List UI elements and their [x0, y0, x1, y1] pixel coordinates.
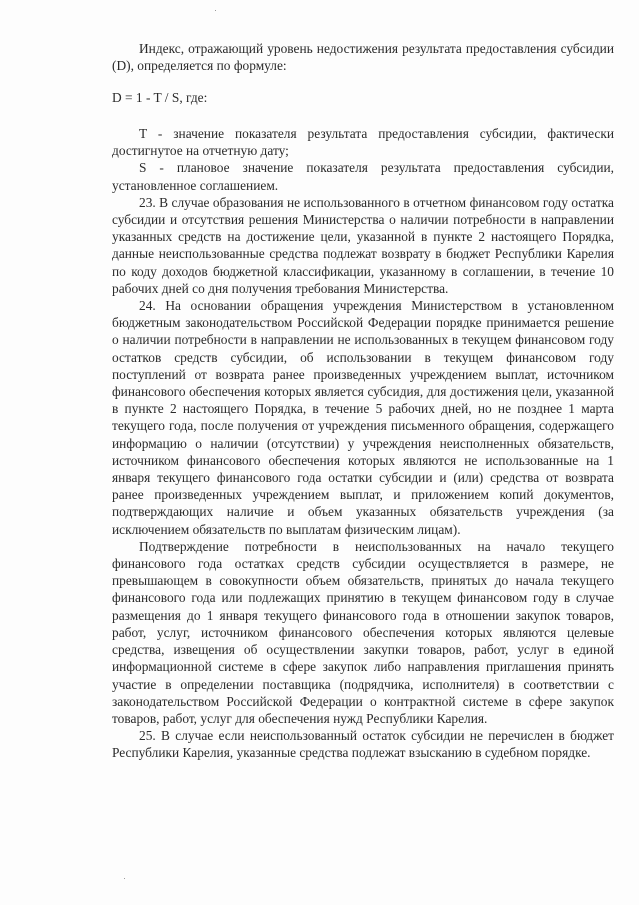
scan-speck [215, 10, 216, 11]
s-definition: S - плановое значение показателя результата предоставления субсидии, установленное соглашением. [112, 160, 614, 193]
clause-24: 24. На основании обращения учреждения Министерством в установленном бюджетным законодательством Российской Федерации порядке принимается решение о наличии потребности в направлении не использованных в текущем финансовом году остатков средств субсидии, об использовании в текущем финансовом году поступлений от возврата ранее произведенных учреждением выплат, источником финансового обеспечения которых является субсидия, для достижения цели, указанной в пункте 2 настоящего Порядка, в течение 5 рабочих дней, но не позднее 1 марта текущего года, после получения от учреждения письменного обращения, содержащего информацию о наличии (отсутствии) у учреждения неисполненных обязательств, источником финансового обеспечения которых являются не использованные на 1 января текущего финансового года остатки субсидии и (или) средства от возврата ранее произведенных учреждением выплат, и приложением копий документов, подтверждающих наличие и объем указанных обязательств учреждения (за исключением обязательств по выплатам физическим лицам). [112, 298, 614, 537]
t-definition: T - значение показателя результата предоставления субсидии, фактически достигнутое на отчетную дату; [112, 126, 614, 159]
intro-block [112, 40, 614, 74]
intro-paragraph: Индекс, отражающий уровень недостижения результата предоставления субсидии (D), определяется по формуле: [112, 41, 614, 74]
clause-23: 23. В случае образования не использованного в отчетном финансовом году остатка субсидии и отсутствия решения Министерства о наличии потребности в направлении указанных средств на достижение цели, указанной в пункте 2 настоящего Порядка, данные неиспользованные средства подлежат возврату в бюджет Республики Карелия по коду доходов бюджетной классификации, указанному в соглашении, в течение 10 рабочих дней со дня получения требования Министерства. [112, 194, 614, 296]
confirmation-paragraph: Подтверждение потребности в неиспользованных на начало текущего финансового года остатках средств субсидии осуществляется в размере, не превышающем в совокупности объем обязательств, принятых до начала текущего финансового года или подлежащих принятию в текущем финансовом году в случае размещения до 1 января текущего финансового года в отношении закупок товаров, работ, услуг, источником финансового обеспечения которых являются целевые средства, извещения об осуществлении закупки товаров, работ, услуг в единой информационной системе в сфере закупок либо направления приглашения принять участие в определении поставщика (подрядчика, исполнителя) в соответствии с законодательством Российской Федерации о контрактной системе в сфере закупок товаров, работ, услуг для обеспечения нужд Республики Карелия. [112, 538, 614, 726]
formula: D = 1 - T / S, где: [112, 90, 208, 105]
clause-25: 25. В случае если неиспользованный остаток субсидии не перечислен в бюджет Республики Карелия, указанные средства подлежат взысканию в судебном порядке. [112, 728, 614, 761]
scan-speck [124, 878, 125, 879]
definitions-and-clauses [112, 125, 614, 762]
